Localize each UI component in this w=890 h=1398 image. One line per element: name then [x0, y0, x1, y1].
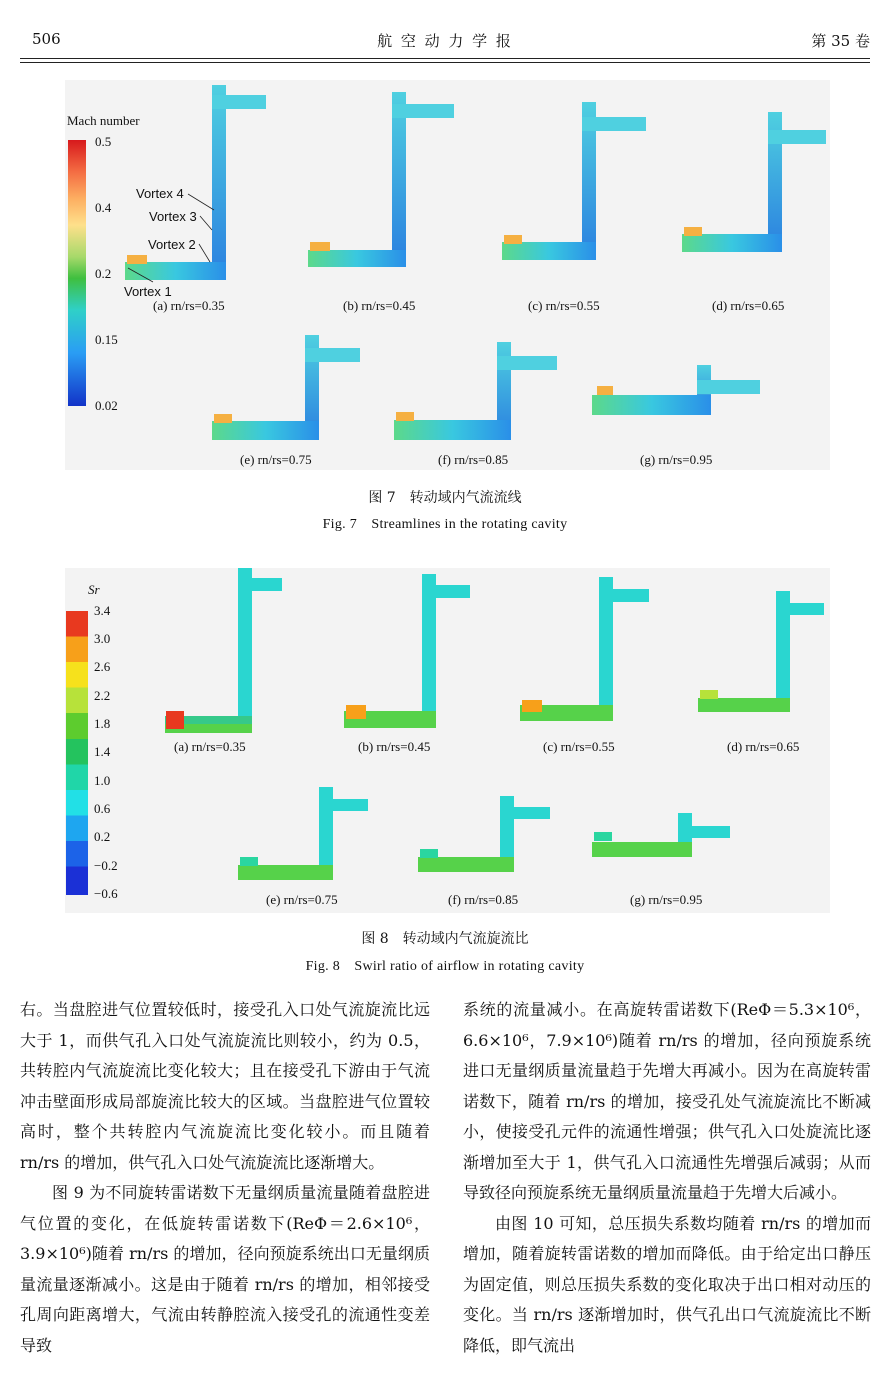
left-column [20, 995, 430, 1361]
colorbar-tick: −0.6 [94, 886, 118, 901]
figure-caption-en: Fig. 7 Streamlines in the rotating cavity [322, 517, 568, 532]
panel-8f [418, 796, 550, 872]
vortex-label: Vortex 4 [136, 186, 184, 201]
colorbar-tick: −0.2 [94, 858, 118, 873]
volume-label: 第 35 卷 [811, 32, 870, 50]
figure-caption-cn: 图 7 转动域内气流流线 [368, 490, 522, 506]
colorbar-tick: 2.6 [94, 659, 111, 674]
right-column [463, 995, 871, 1361]
subplot-label: (c) rn/rs=0.55 [543, 739, 615, 754]
colorbar-tick: 0.6 [94, 801, 111, 816]
subplot-label: (e) rn/rs=0.75 [240, 452, 312, 467]
paragraph: 系统的流量减小。在高旋转雷诺数下(ReΦ＝5.3×10⁶，6.6×10⁶，7.9×10⁶)随着 rn/rs 的增加，径向预旋系统进口无量纲质量流量趋于先增大再减小。因为在高旋转雷诺数下，随着 rn/rs 的增加，接受孔处气流旋流比不断减小，使接受孔元件的流通性增强；供气孔入口处旋流比逐渐增加至大于 1，供气孔入口流通性先增强后减弱；从而导致径向预旋系统无量纲质量流量趋于先增大后减小。 [463, 1000, 871, 1202]
subplot-label: (a) rn/rs=0.35 [153, 298, 225, 313]
subplot-label: (b) rn/rs=0.45 [343, 298, 416, 313]
colorbar-title: Sr [88, 582, 100, 597]
colorbar-title: Mach number [67, 113, 140, 128]
panel-8c [520, 577, 649, 721]
vortex-label: Vortex 3 [149, 209, 197, 224]
panel-8g [592, 813, 730, 857]
figure-caption-cn: 图 8 转动域内气流旋流比 [361, 931, 529, 947]
paragraph: 右。当盘腔进气位置较低时，接受孔入口处气流旋流比远大于 1，而供气孔入口处气流旋流比则较小，约为 0.5，共转腔内气流旋流比变化较大；且在接受孔下游由于气流冲击壁面形成局部旋流比较大的区域。当盘腔进气位置较高时，整个共转腔内气流旋流比变化较小。而且随着 rn/rs 的增加，供气孔入口处气流旋流比逐渐增大。 [20, 1000, 430, 1172]
subplot-label: (g) rn/rs=0.95 [640, 452, 713, 467]
vortex-label: Vortex 2 [148, 237, 196, 252]
panel-8a [165, 568, 282, 733]
page-number: 506 [32, 30, 61, 48]
colorbar-tick: 0.2 [95, 266, 112, 281]
colorbar-tick: 1.8 [94, 716, 111, 731]
paragraph: 由图 10 可知，总压损失系数均随着 rn/rs 的增加而增加，随着旋转雷诺数的增加而降低。由于给定出口静压为固定值，则总压损失系数的变化取决于出口相对动压的变化。当 rn/rs 逐渐增加时，供气孔出口气流旋流比不断降低，即气流出 [463, 1213, 871, 1355]
colorbar-tick: 0.02 [95, 398, 118, 413]
subplot-label: (a) rn/rs=0.35 [174, 739, 246, 754]
subplot-label: (d) rn/rs=0.65 [712, 298, 785, 313]
colorbar-tick: 3.0 [94, 631, 111, 646]
journal-title: 航 空 动 力 学 报 [377, 32, 513, 50]
paragraph: 图 9 为不同旋转雷诺数下无量纲质量流量随着盘腔进气位置的变化，在低旋转雷诺数下(ReΦ＝2.6×10⁶，3.9×10⁶)随着 rn/rs 的增加，径向预旋系统出口无量纲质量流量逐渐减小。这是由于随着 rn/rs 的增加，相邻接受孔周向距离增大，气流由转静腔流入接受孔的流通性变差导致 [20, 1183, 430, 1355]
vortex-label: Vortex 1 [124, 284, 172, 299]
figure-caption-en: Fig. 8 Swirl ratio of airflow in rotating cavity [305, 959, 585, 974]
colorbar-tick: 2.2 [94, 688, 111, 703]
colorbar-tick: 0.5 [95, 134, 112, 149]
panel-8e [238, 787, 368, 880]
panel-8b [344, 574, 470, 728]
subplot-label: (e) rn/rs=0.75 [266, 892, 338, 907]
subplot-label: (d) rn/rs=0.65 [727, 739, 800, 754]
colorbar-tick: 0.2 [94, 829, 111, 844]
subplot-label: (f) rn/rs=0.85 [438, 452, 509, 467]
subplot-label: (b) rn/rs=0.45 [358, 739, 431, 754]
panel-8d [698, 591, 824, 712]
subplot-label: (f) rn/rs=0.85 [448, 892, 519, 907]
colorbar-tick: 0.4 [95, 200, 112, 215]
colorbar-tick: 1.4 [94, 744, 111, 759]
subplot-label: (g) rn/rs=0.95 [630, 892, 703, 907]
subplot-label: (c) rn/rs=0.55 [528, 298, 600, 313]
colorbar-tick: 3.4 [94, 603, 111, 618]
colorbar-tick: 1.0 [94, 773, 111, 788]
colorbar-tick: 0.15 [95, 332, 118, 347]
